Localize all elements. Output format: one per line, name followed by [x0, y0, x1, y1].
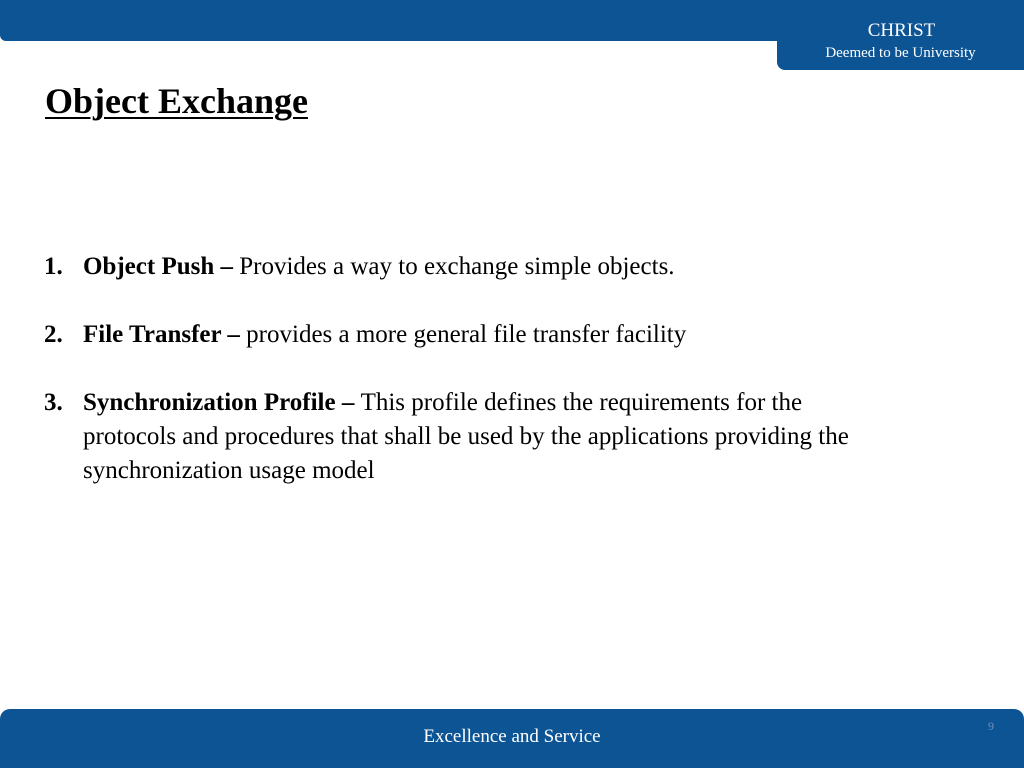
footer-tagline: Excellence and Service [423, 726, 601, 747]
list-number: 3. [44, 389, 63, 416]
profile-description: provides a more general file transfer facility [246, 321, 687, 348]
term-dash: – [214, 253, 240, 280]
list-item-synchronization-profile [44, 386, 884, 488]
profile-list [44, 250, 884, 522]
profile-description: Provides a way to exchange simple objects. [239, 253, 675, 280]
profile-term: File Transfer [83, 321, 222, 348]
profile-description: This profile defines the requirements for the protocols and procedures that shall be used by the applications providing the synchronization usage model [83, 389, 849, 484]
profile-term: Synchronization Profile [83, 389, 336, 416]
profile-term: Object Push [83, 253, 215, 280]
brand-subtitle: Deemed to be University [825, 45, 976, 61]
list-number: 2. [44, 321, 63, 348]
term-dash: – [335, 389, 361, 416]
page-number: 9 [988, 719, 994, 733]
university-brand [777, 0, 1024, 70]
footer-bar [0, 709, 1024, 768]
slide-title: Object Exchange [45, 81, 308, 121]
list-number: 1. [44, 253, 63, 280]
brand-name: CHRIST [867, 20, 936, 41]
list-item-file-transfer [44, 318, 884, 352]
term-dash: – [221, 321, 247, 348]
list-item-object-push [44, 250, 884, 284]
